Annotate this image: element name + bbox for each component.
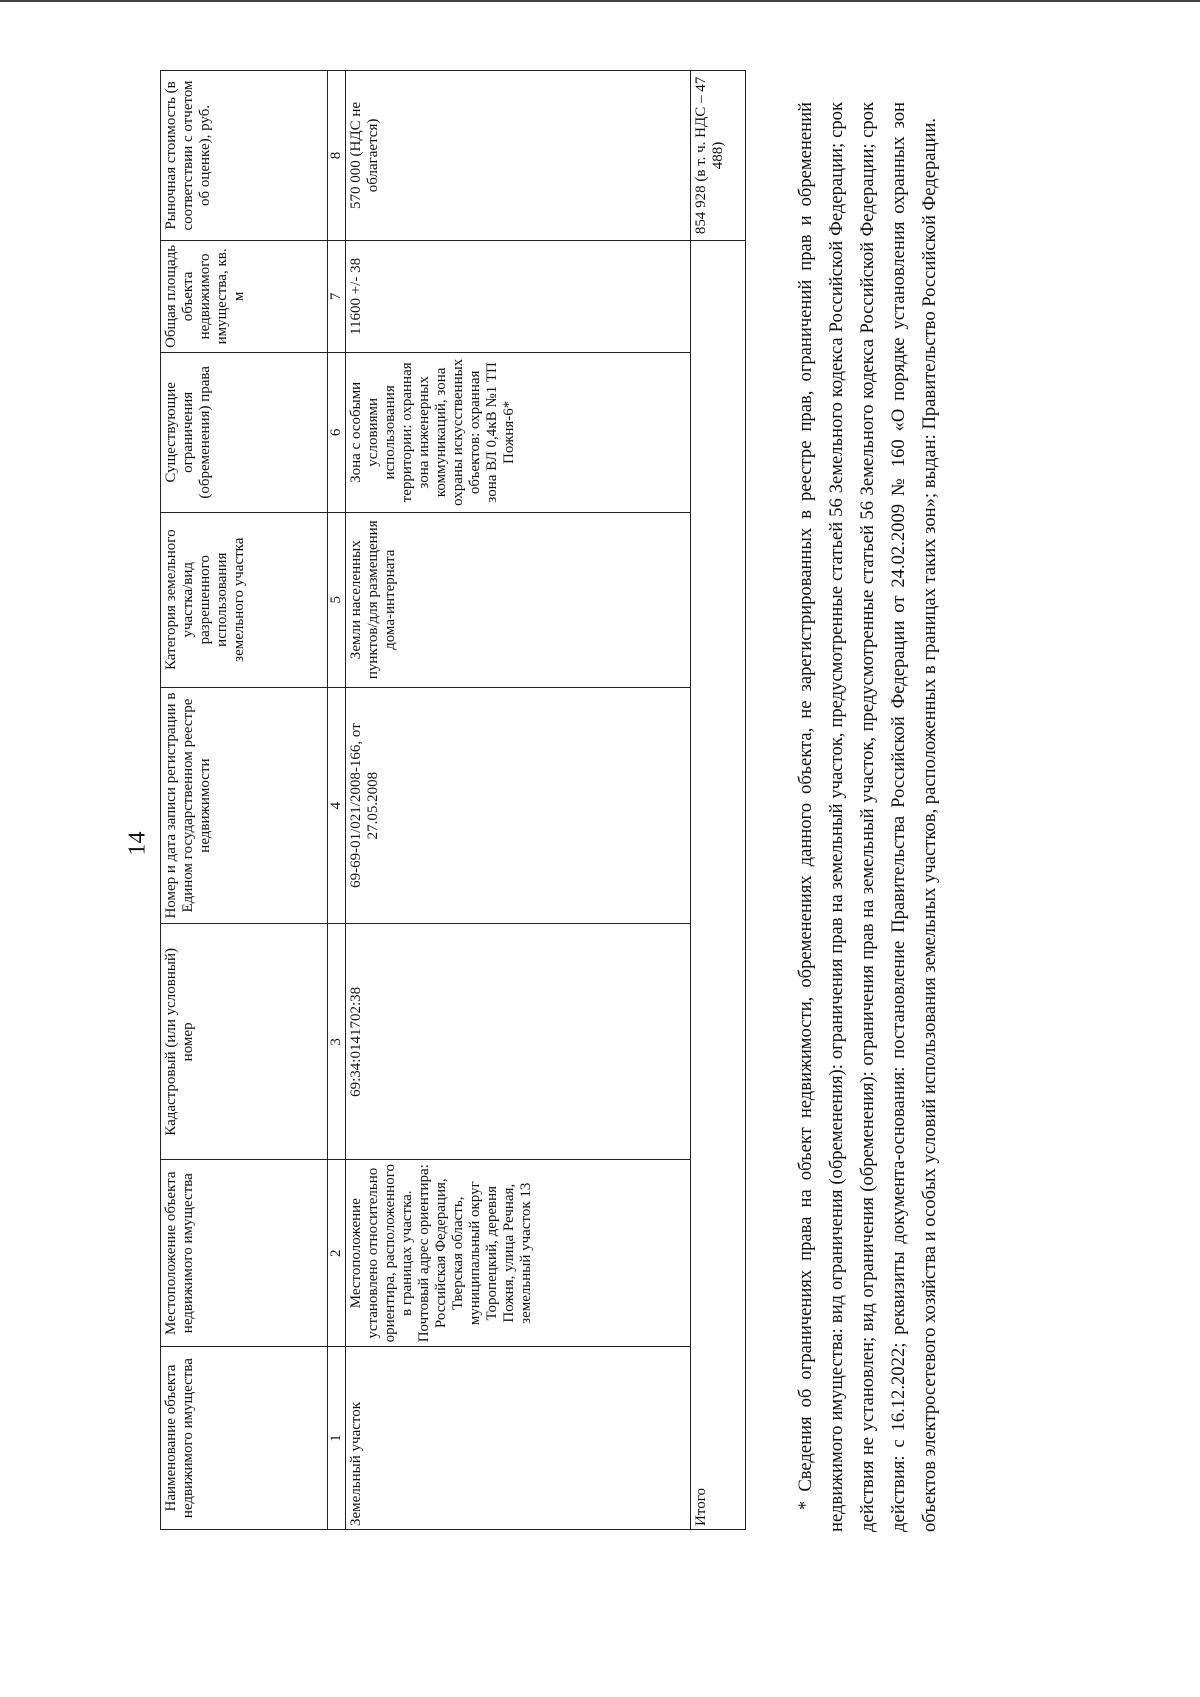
cell-value: 570 000 (НДС не облагается) xyxy=(346,71,691,241)
cell-cadastral: 69:34:0141702:38 xyxy=(346,924,691,1160)
cell-area: 11600 +/- 38 xyxy=(346,240,691,352)
total-row xyxy=(691,71,746,1530)
footnote-text: * Сведения об ограничениях права на объект недвижимости, обременениях данного объекта, не зарегистрированных в реестре прав, ограничений прав и обременений недвижимого имущества: вид ограничения (обременения): ограничения прав на земельный участок, предусмотренные статьей 56 Земельного кодекса Российской Федерации; срок действия не установлен; вид ограничения (обременения): ограничения прав на земельный участок, предусмотренные статьей 56 Земельного кодекса Российской Федерации; срок действия: с 16.12.2022; реквизиты документа-основания: постановление Правительства Российской Федерации от 24.02.2009 № 160 «О порядке установления охранных зон объектов электросетевого хозяйства и особых условий использования земельных участков, расположенных в границах таких зон»; выдан: Правительство Российской Федерации. xyxy=(795,102,940,1532)
column-number-row xyxy=(328,71,346,1530)
header-value: Рыночная стоимость (в соответствии с отчетом об оценке), руб. xyxy=(161,71,328,241)
header-restrictions: Существующие ограничения (обременения) права xyxy=(161,352,328,512)
cell-name: Земельный участок xyxy=(346,1347,691,1530)
column-number: 3 xyxy=(328,924,346,1160)
cell-location: Местоположение установлено относительно ориентира, расположенного в границах участка. Почтовый адрес ориентира: Российская Федерация, Тверская область, муниципальный округ Торопецкий, деревня Пожня, улица Речная, земельный участок 13 xyxy=(346,1160,691,1347)
table-rotated-wrapper xyxy=(160,70,746,1530)
cell-registration: 69-69-01/021/2008-166, от 27.05.2008 xyxy=(346,687,691,924)
footnote-rotated-wrapper xyxy=(790,82,1005,1532)
column-number: 2 xyxy=(328,1160,346,1347)
column-number: 6 xyxy=(328,352,346,512)
table-row xyxy=(346,71,691,1530)
column-number: 1 xyxy=(328,1347,346,1530)
column-number: 4 xyxy=(328,687,346,924)
property-table xyxy=(160,70,746,1530)
scan-edge-line xyxy=(0,0,1200,2)
footnote xyxy=(790,102,945,1532)
header-registration: Номер и дата записи регистрации в Едином государственном реестре недвижимости xyxy=(161,687,328,924)
header-location: Местоположение объекта недвижимого имущества xyxy=(161,1160,328,1347)
total-label: Итого xyxy=(691,240,746,1529)
column-number: 8 xyxy=(328,71,346,241)
page-number: 14 xyxy=(124,831,151,856)
cell-category: Земли населенных пунктов/для размещения дома-интерната xyxy=(346,512,691,687)
header-cadastral: Кадастровый (или условный) номер xyxy=(161,924,328,1160)
cell-restrictions: Зона с особыми условиями использования территории: охранная зона инженерных коммуникаций, зона охраны искусственных объектов: охранная зона ВЛ 0,4кВ №1 ТП Пожня-6* xyxy=(346,352,691,512)
total-value: 854 928 (в т. ч. НДС – 47 488) xyxy=(691,71,746,241)
header-name: Наименование объекта недвижимого имущества xyxy=(161,1347,328,1530)
column-number: 5 xyxy=(328,512,346,687)
table-header-row xyxy=(161,71,328,1530)
column-number: 7 xyxy=(328,240,346,352)
header-category: Категория земельного участка/вид разрешенного использования земельного участка xyxy=(161,512,328,687)
header-area: Общая площадь объекта недвижимого имущества, кв. м xyxy=(161,240,328,352)
